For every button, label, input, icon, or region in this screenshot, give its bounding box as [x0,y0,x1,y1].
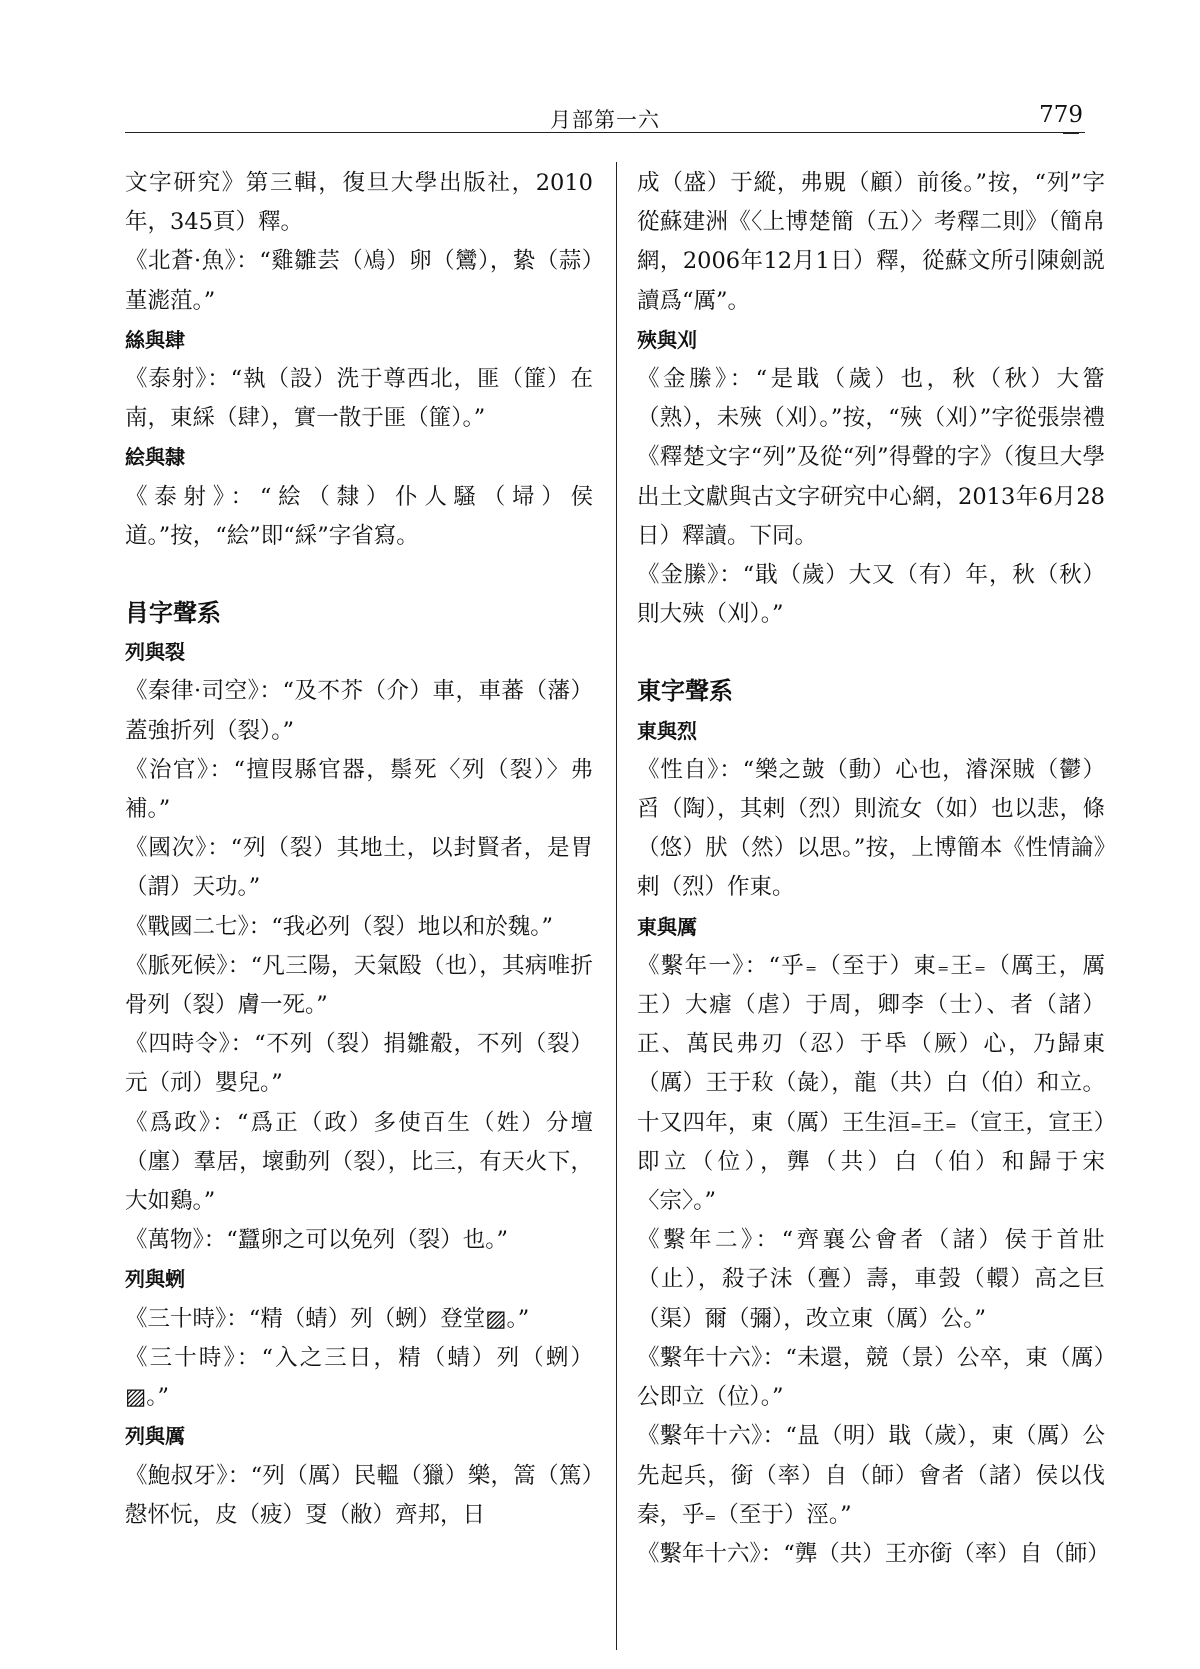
entry-paragraph: 《國次》：“列（裂）其地土，以封賢者，是胃（謂）天功。” [125,835,593,901]
entry-paragraph: 《泰射》：“絵（隸）仆人騷（埽）侯道。”按，“絵”即“綵”字省寫。 [125,483,593,549]
entry-paragraph: 《北蒼·魚》：“雞雛芸（鳰）卵（鸞），絷（蒜）堇滮菹。” [125,248,593,314]
subheading: 東與厲 [637,914,697,939]
entry-paragraph: 《金縢》：“戢（歲）大又（有）年，秋（秋）則大殎（刈）。” [637,562,1105,628]
entry-paragraph: 《爲政》：“爲正（政）多使百生（姓）分壇（廛）羣居，壞動列（裂），比三，有天火下，大如鷄。” [125,1109,593,1215]
header-tick [1063,133,1079,140]
subheading: 東與烈 [637,718,697,743]
entry-paragraph: 《繫年十六》：“昷（明）戢（歲），東（厲）公先起兵，銜（率）自（師）會者（諸）侯以伐秦，乎₌（至于）涇。” [637,1423,1105,1528]
entry-paragraph: 《泰射》：“執（設）洗于尊西北，匪（篚）在南，東綵（肆），實一散于匪（篚）。” [125,366,593,432]
header-title: 月部第一六 [550,108,660,132]
entry-paragraph: 《繫年二》：“齊襄公會者（諸）侯于首壯（止），殺子沬（亹）壽，車㲄（轘）高之巨（渠）爾（彌），改立東（厲）公。” [637,1227,1105,1332]
entry-paragraph: 《性自》：“樂之皷（動）心也，濬深賊（鬱）舀（陶），其剌（烈）則流女（如）也以悲，條（悠）肰（然）以思。”按，上博簡本《性情論》剌（烈）作東。 [637,756,1105,901]
entry-paragraph: 《治官》：“擅叚縣官器，鬃死〈列（裂）〉弗補。” [125,756,593,823]
running-header [125,100,1085,140]
entry-paragraph: 成（盛）于縱，弗覞（顧）前後。”按，“列”字從蘇建洲《〈上博楚簡（五）〉考釋二則》（簡帛網，2006年12月1日）釋，從蘇文所引陳劍説讀爲“厲”。 [637,170,1105,314]
entry-paragraph: 《秦律·司空》：“及不芥（介）車，車蕃（藩）蓋強折列（裂）。” [125,678,593,744]
section-heading: 東字聲系 [637,677,733,706]
subheading: 列與厲 [125,1424,185,1449]
subheading: 殎與刈 [637,327,697,352]
entry-paragraph: 《萬物》：“蠶卵之可以免列（裂）也。” [125,1227,509,1254]
entry-paragraph: 《戰國二七》：“我必列（裂）地以和於魏。” [125,913,554,940]
section-heading: 肙字聲系 [125,599,221,628]
page-number: 779 [1039,102,1083,128]
entry-paragraph: 《三十時》：“精（蜻）列（蛚）登堂▨。” [125,1305,530,1332]
subheading: 列與蛚 [125,1267,185,1292]
entry-paragraph: 《鮑叔牙》：“列（厲）民轀（獵）樂，篙（篤）𢡱怀忨，皮（疲）㪅（敝）齊邦，日 [125,1462,593,1528]
column-divider [616,162,617,1650]
entry-paragraph: 《四時令》：“不列（裂）捐雛觳，不列（裂）元（刓）嬰兒。” [125,1031,593,1097]
left-column [125,164,593,1535]
section-spacer [125,556,593,594]
header-rule [125,132,1085,133]
subheading: 絵與隸 [125,445,185,470]
entry-paragraph: 文字研究》第三輯，復旦大學出版社，2010年，345頁）釋。 [125,170,593,236]
entry-paragraph: 《金縢》：“是戢（歲）也，秋（秋）大簹（熟），未殎（刈）。”按，“殎（刈）”字從張崇禮《釋楚文字“列”及從“列”得聲的字》（復旦大學出土文獻與古文字研究中心網，2013年6月28日）釋讀。下同。 [637,366,1105,549]
subheading: 列與裂 [125,640,185,665]
entry-paragraph: 《繫年一》：“乎₌（至于）東₌王₌（厲王，厲王）大瘧（虐）于周，卿李（士）、者（諸）正、萬民弗刃（忍）于氒（厥）心，乃歸東（厲）王于𢼡（彘），龍（共）白（伯）和立。十又四年，東（厲）王生洹₌王₌（宣王，宣王）即立（位），龏（共）白（伯）和歸于宋〈宗〉。” [637,952,1105,1215]
entry-paragraph: 《繫年十六》：“未還，競（景）公卒，東（厲）公即立（位）。” [637,1344,1105,1411]
right-column [637,164,1110,1574]
section-spacer [637,634,1105,672]
subheading: 絲與肆 [125,327,185,352]
entry-paragraph: 《三十時》：“入之三日，精（蜻）列（蛚）▨。” [125,1344,593,1411]
entry-paragraph: 《繫年十六》：“龏（共）王亦銜（率）自（師） [637,1540,1110,1567]
entry-paragraph: 《脈死候》：“凡三陽，天氣殹（也），其病唯折骨列（裂）膚一死。” [125,952,593,1019]
